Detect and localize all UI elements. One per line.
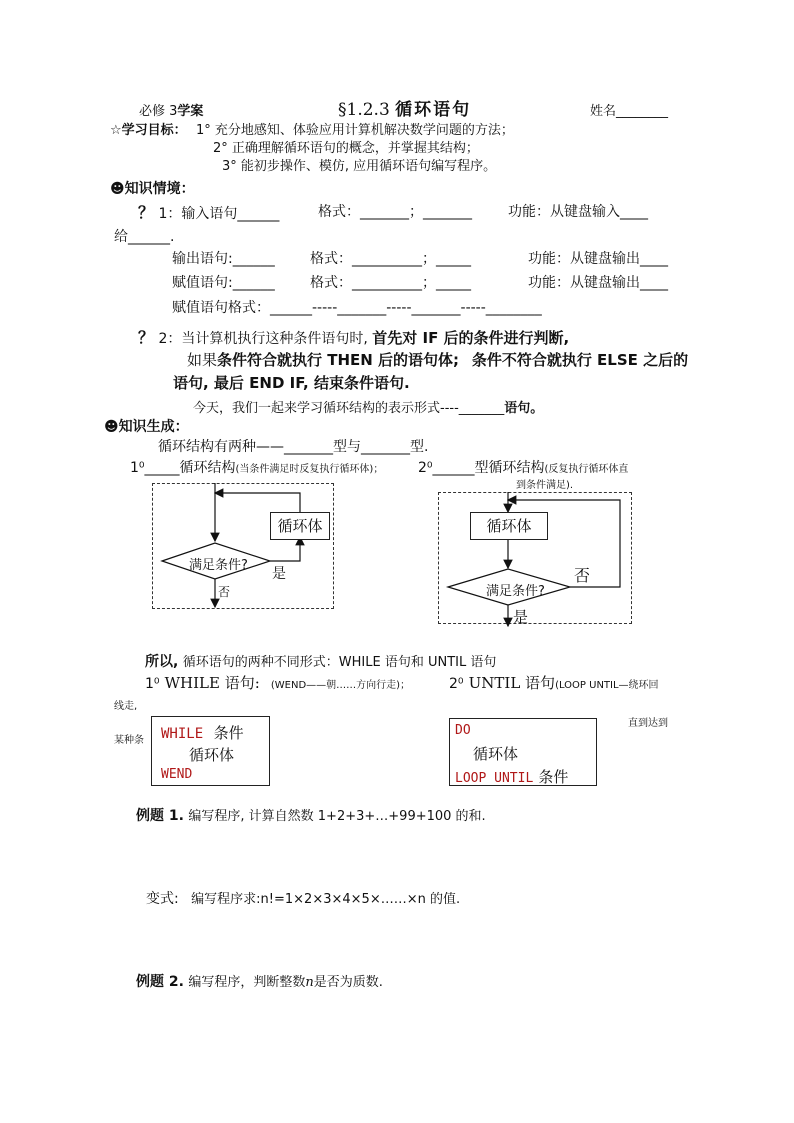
question-1-line: ？ 1：输入语句______	[138, 203, 280, 222]
variant: 变式: 编写程序求:n!=1×2×3×4×5×……×n 的值.	[146, 891, 461, 907]
assign-format: 格式：__________；_____	[310, 275, 471, 291]
until-note-cont: 线走,	[114, 701, 138, 712]
flowchart-1-yes: 是	[272, 566, 286, 582]
situation-label: ☻知识情境：	[110, 181, 195, 197]
page-title: §1.2.3 循环语句	[338, 100, 472, 120]
objectives-label: ☆学习目标：	[110, 123, 187, 138]
gei-line: 给______.	[114, 229, 175, 245]
objective-1: 1° 充分地感知、体验应用计算机解决数学问题的方法；	[196, 123, 514, 138]
flowchart-2-condition: 满足条件?	[486, 584, 545, 599]
objective-3: 3° 能初步操作、模仿, 应用循环语句编写程序。	[222, 159, 497, 174]
generation-label: ☻知识生成：	[104, 419, 189, 435]
flowchart-1-condition: 满足条件?	[189, 558, 248, 573]
two-forms-line: 所以, 循环语句的两种不同形式：WHILE 语句和 UNTIL 语句	[145, 654, 497, 670]
name-field: 姓名________	[590, 104, 669, 119]
while-code-box: WHILE 条件 循环体 WEND	[151, 716, 270, 786]
assign-format-line: 赋值语句格式：______-----_______-----_______-----________	[172, 300, 542, 316]
flowchart-2-yes: 是	[513, 608, 529, 626]
objective-2: 2° 正确理解循环语句的概念，并掌握其结构；	[213, 141, 479, 156]
while-heading: 1⁰ WHILE 语句: (WEND——朝……方向行走)；	[145, 674, 411, 692]
example-2: 例题 2. 编写程序，判断整数n是否为质数.	[136, 974, 383, 990]
output-format: 格式：__________；_____	[310, 251, 471, 267]
assign-statement: 赋值语句:______	[172, 275, 275, 291]
type-2-line: 2⁰______型循环结构(反复执行循环体直	[418, 460, 629, 476]
two-types-line: 循环结构有两种——_______型与_______型.	[158, 439, 429, 455]
output-statement: 输出语句:______	[172, 251, 275, 267]
type-2-note-cont: 到条件满足).	[516, 480, 574, 491]
flowchart-1-no: 否	[218, 585, 231, 599]
type-1-line: 1⁰_____循环结构(当条件满足时反复执行循环体)；	[130, 460, 384, 476]
question-2-line-3: 语句, 最后 END IF, 结束条件语句.	[173, 374, 410, 392]
question-2-line-2: 如果条件符合就执行 THEN 后的语句体; 条件不符合就执行 ELSE 之后的	[187, 351, 689, 369]
input-format: 格式：_______；_______	[318, 204, 472, 220]
course-label: 必修 3学案	[139, 104, 204, 119]
until-heading: 2⁰ UNTIL 语句(LOOP UNTIL—绕环回	[449, 674, 659, 692]
example-1: 例题 1. 编写程序, 计算自然数 1+2+3+…+99+100 的和.	[136, 808, 486, 824]
until-code-box: DO 循环体 LOOP UNTIL 条件	[449, 718, 597, 786]
assign-function: 功能：从键盘输出____	[528, 275, 668, 291]
flowchart-2-body: 循环体	[470, 512, 548, 540]
input-function: 功能：从键盘输入____	[508, 204, 648, 220]
side-note-right: 直到达到	[628, 718, 668, 729]
flowchart-1-lines	[152, 483, 334, 609]
flowchart-2-no: 否	[574, 566, 591, 585]
flowchart-1-body: 循环体	[270, 512, 330, 540]
today-line: 今天，我们一起来学习循环结构的表示形式----_______语句。	[193, 401, 544, 416]
question-2-line-1: ？ 2：当计算机执行这种条件语句时, 首先对 IF 后的条件进行判断,	[138, 328, 570, 347]
output-function: 功能：从键盘输出____	[528, 251, 668, 267]
side-note-left: 某种条	[114, 735, 144, 746]
